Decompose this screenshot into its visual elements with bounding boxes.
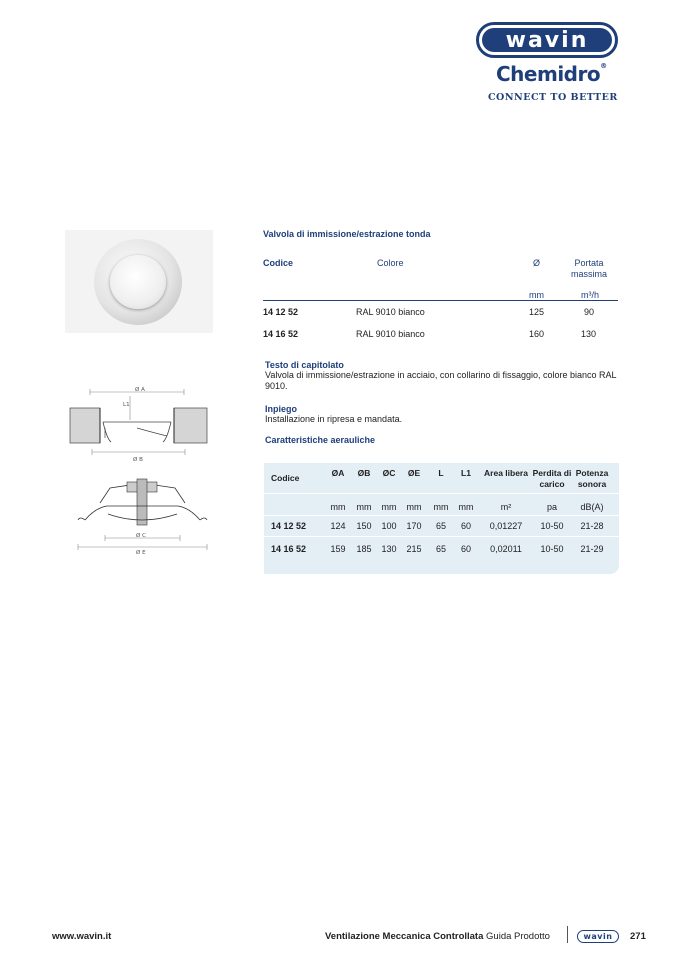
t2-unit-oa: mm <box>330 502 346 512</box>
valve-disc <box>110 255 166 309</box>
dim-l1: L1 <box>123 402 130 408</box>
t2-row2-l1: 60 <box>460 544 471 554</box>
t2-unit-potenza: dB(A) <box>580 502 604 512</box>
t1-row2-codice: 14 16 52 <box>263 329 299 339</box>
t2-row2-oe: 215 <box>406 544 422 554</box>
t1-unit-m3h: m³/h <box>581 290 599 300</box>
t2-row2-oc: 130 <box>381 544 397 554</box>
dim-oa: Ø A <box>135 387 145 393</box>
capitolato-line1: Valvola di immissione/estrazione in acciaio, con collarino di fissaggio, colore bianco RAL <box>265 370 617 380</box>
t1-unit-mm: mm <box>529 290 544 300</box>
chemidro-logo: Chemidro® <box>496 62 607 86</box>
t2-row2-area: 0,02011 <box>490 544 522 554</box>
impiego-title: Inpiego <box>265 404 297 414</box>
t2-unit-area: m² <box>500 502 512 512</box>
capitolato-title: Testo di capitolato <box>265 360 344 370</box>
t2-row2-codice: 14 16 52 <box>271 544 307 554</box>
tagline: CONNECT TO BETTER <box>488 92 618 103</box>
t2-header-l: L <box>438 468 444 478</box>
t2-row1-ob: 150 <box>356 521 372 531</box>
page-number: 271 <box>630 931 646 942</box>
wavin-logo-text: wavin <box>505 27 589 53</box>
t1-header-diameter: Ø <box>533 258 541 268</box>
t1-row2-colore: RAL 9010 bianco <box>356 329 425 339</box>
t1-row2-diameter: 160 <box>529 329 545 339</box>
t2-row2-l: 65 <box>435 544 446 554</box>
footer-title: Ventilazione Meccanica Controllata Guida Prodotto <box>325 931 550 942</box>
t2-row1-l1: 60 <box>460 521 471 531</box>
t2-header-oa: ØA <box>331 468 345 478</box>
t2-unit-oc: mm <box>381 502 397 512</box>
t2-header-oc: ØC <box>382 468 396 478</box>
t2-header-potenza: Potenza sonora <box>575 468 609 489</box>
t2-row2-perdita: 10-50 <box>540 544 564 554</box>
t1-row1-diameter: 125 <box>529 307 545 317</box>
t2-divider-1 <box>264 493 619 494</box>
footer-wavin-logo: wavin <box>577 930 619 943</box>
t2-unit-l: mm <box>433 502 449 512</box>
t2-row2-oa: 159 <box>330 544 346 554</box>
t2-unit-perdita: pa <box>546 502 557 512</box>
aerauliche-table <box>264 463 619 574</box>
dim-ob: Ø B <box>133 457 143 463</box>
capitolato-line2: 9010. <box>265 381 288 391</box>
dim-oc: Ø C <box>136 533 146 539</box>
t2-header-l1: L1 <box>461 468 471 478</box>
footer-separator <box>567 926 568 943</box>
aerauliche-title: Caratteristiche aerauliche <box>265 435 376 445</box>
t2-row1-area: 0,01227 <box>489 521 523 531</box>
t2-unit-oe: mm <box>406 502 422 512</box>
footer-url[interactable]: www.wavin.it <box>52 931 112 942</box>
t1-row1-colore: RAL 9010 bianco <box>356 307 425 317</box>
t2-divider-2 <box>264 515 619 516</box>
t1-row1-codice: 14 12 52 <box>263 307 299 317</box>
t2-row1-l: 65 <box>435 521 446 531</box>
t2-unit-l1: mm <box>458 502 474 512</box>
t2-header-perdita: Perdita di carico <box>532 468 572 489</box>
valve-ring <box>94 239 182 325</box>
t2-header-oe: ØE <box>407 468 421 478</box>
t2-header-codice: Codice <box>271 473 300 483</box>
t2-row1-potenza: 21-28 <box>580 521 604 531</box>
t2-row1-oc: 100 <box>381 521 397 531</box>
t2-row2-potenza: 21-29 <box>580 544 604 554</box>
wavin-logo <box>476 22 618 58</box>
section-drawing <box>67 384 210 464</box>
valve-photo <box>65 230 213 333</box>
t1-divider <box>263 300 618 301</box>
t2-row1-oa: 124 <box>330 521 346 531</box>
t1-row1-portata: 90 <box>584 307 595 317</box>
t2-row1-perdita: 10-50 <box>540 521 564 531</box>
t2-header-area: Area libera <box>484 468 528 478</box>
t1-header-portata: Portata massima <box>570 258 607 279</box>
t2-row1-oe: 170 <box>406 521 422 531</box>
t2-row2-ob: 185 <box>356 544 372 554</box>
assembly-drawing <box>75 478 210 556</box>
t1-row2-portata: 130 <box>581 329 597 339</box>
t1-header-codice: Codice <box>263 258 294 268</box>
brand-logo <box>470 22 620 104</box>
t2-unit-ob: mm <box>356 502 372 512</box>
impiego-text: Installazione in ripresa e mandata. <box>265 414 403 424</box>
dim-oe: Ø E <box>136 550 146 556</box>
product-title: Valvola di immissione/estrazione tonda <box>263 229 431 239</box>
t2-divider-3 <box>264 536 619 537</box>
t2-header-ob: ØB <box>357 468 371 478</box>
t1-header-colore: Colore <box>377 258 404 268</box>
t2-row1-codice: 14 12 52 <box>271 521 307 531</box>
